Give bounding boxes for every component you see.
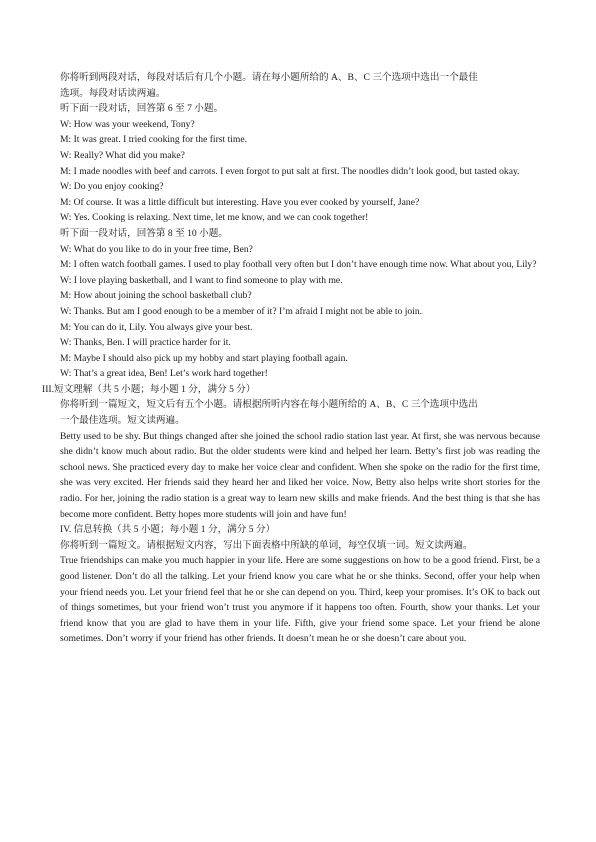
dialogue-line: W: How was your weekend, Tony? (60, 118, 195, 130)
dialogue2 (60, 242, 540, 382)
part3-passage: Betty used to be shy. But things changed after she joined the school radio station last year. At first, she was nervous because she didn’t know much about radio. But the older students were kind and helped her learn. Betty’s first job was reading the school news. She practiced every day to make her voice clear and confident. When she spoke on the radio for the first time, she was very excited. Her friends said they heard her and liked her voice. Now, Betty also helps write short stories for the radio. For her, joining the radio station is a great way to learn new skills and make friends. And the best thing is that she has become more confident. Betty hopes more students will join and have fun! (60, 430, 540, 520)
dialogue1-header: 听下面一段对话，回答第 6 至 7 小题。 (60, 103, 224, 115)
dialogue-line: M: Of course. It was a little difficult but interesting. Have you ever cooked by yourself, Jane? (60, 196, 420, 208)
dialogue-line: W: I love playing basketball, and I want to find someone to play with me. (60, 274, 343, 286)
dialogue-line: M: It was great. I tried cooking for the first time. (60, 134, 248, 146)
listening-script (42, 70, 540, 647)
dialogue-line: W: What do you like to do in your free time, Ben? (60, 243, 253, 255)
dialogue1 (60, 117, 540, 226)
dialogue-line: M: Maybe I should also pick up my hobby and start playing football again. (60, 352, 348, 364)
dialogue-line: M: You can do it, Lily. You always give your best. (60, 321, 253, 333)
part3-instruction-line1: 你将听到一篇短文，短文后有五个小题。请根据所听内容在每小题所给的 A、B、C 三个选项中选出 (60, 399, 478, 411)
dialogue-line: W: Thanks, Ben. I will practice harder for it. (60, 337, 231, 349)
dialogue-line: W: Yes. Cooking is relaxing. Next time, let me know, and we can cook together! (60, 212, 369, 224)
part3-instruction-line2: 一个最佳选项。短文读两遍。 (60, 415, 185, 427)
dialogue-line: W: Really? What did you make? (60, 149, 185, 161)
part4-instruction: 你将听到一篇短文。请根据短文内容，写出下面表格中所缺的单词，每空仅填一词。短文读两遍。 (60, 539, 473, 551)
dialogue-line: W: Do you enjoy cooking? (60, 181, 164, 193)
part4-heading: IV. 信息转换（共 5 小题；每小题 1 分，满分 5 分） (60, 524, 276, 536)
dialogue2-header: 听下面一段对话，回答第 8 至 10 小题。 (60, 227, 228, 239)
part3-heading: III.短文理解（共 5 小题；每小题 1 分，满分 5 分） (42, 383, 256, 395)
dialogue-line: W: Thanks. But am I good enough to be a member of it? I’m afraid I might not be able to join. (60, 305, 423, 317)
part4-passage: True friendships can make you much happier in your life. Here are some suggestions on how to be a good friend. First, be a good listener. Don’t do all the talking. Let your friend know you care what he or she thinks. Second, offer your help when your friend needs you. Let your friend feel that he or she can depend on you. Third, keep your promises. It’s OK to back out of things sometimes, but your friend won’t trust you anymore if it happens too often. Fourth, show your thanks. Let your friend know that you are glad to have them in your life. Fifth, give your friend some space. Let your friend be alone sometimes. Don’t worry if your friend has other friends. It doesn’t mean he or she doesn’t care about you. (60, 555, 540, 645)
part2-intro-line1: 你将听到两段对话，每段对话后有几个小题。请在每小题所给的 A、B、C 三个选项中选出一个最佳 (60, 72, 478, 83)
dialogue-line: M: I often watch football games. I used to play football very often but I don’t have enough time now. What about you, Lily? (60, 259, 537, 271)
dialogue-line: M: I made noodles with beef and carrots. I even forgot to put salt at first. The noodles didn’t look good, but tasted okay. (60, 165, 520, 177)
dialogue-line: W: That’s a great idea, Ben! Let’s work hard together! (60, 368, 268, 380)
dialogue-line: M: How about joining the school basketball club? (60, 290, 252, 302)
part2-intro-line2: 选项。每段对话读两遍。 (60, 87, 166, 99)
